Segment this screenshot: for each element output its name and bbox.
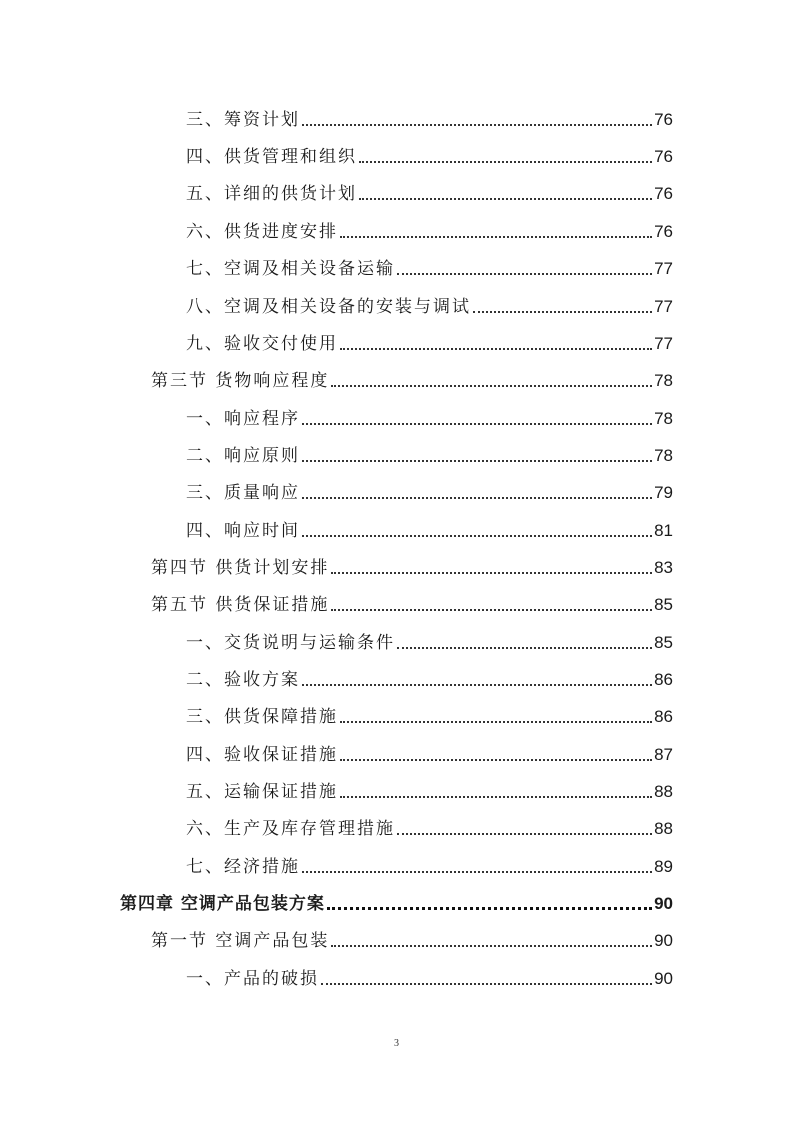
toc-section-entry[interactable] (151, 592, 673, 616)
dot-leader (302, 871, 652, 873)
toc-entry-label: 四、供货管理和组织 (186, 147, 357, 167)
toc-entry-page: 78 (654, 409, 673, 428)
toc-entry-page: 76 (654, 222, 673, 241)
toc-entry[interactable] (186, 443, 673, 467)
dot-leader (340, 759, 652, 761)
dot-leader (397, 647, 652, 649)
toc-entry-page: 89 (654, 857, 673, 876)
dot-leader (321, 983, 652, 985)
dot-leader (302, 535, 652, 537)
toc-entry-page: 83 (654, 558, 673, 577)
toc-entry-label: 一、产品的破损 (186, 969, 319, 989)
dot-leader (473, 311, 652, 313)
toc-entry-page: 77 (654, 334, 673, 353)
toc-entry-label: 第一节 空调产品包装 (151, 931, 330, 951)
dot-leader (331, 945, 652, 947)
toc-entry-page: 90 (654, 931, 673, 950)
toc-entry-page: 85 (654, 633, 673, 652)
toc-entry-page: 86 (654, 707, 673, 726)
toc-entry[interactable] (186, 966, 673, 990)
toc-entry-page: 88 (654, 819, 673, 838)
toc-entry-page: 77 (654, 297, 673, 316)
toc-entry[interactable] (186, 331, 673, 355)
toc-entry-page: 78 (654, 371, 673, 390)
toc-entry-page: 79 (654, 483, 673, 502)
toc-entry-page: 88 (654, 782, 673, 801)
toc-entry[interactable] (186, 779, 673, 803)
toc-entry-label: 七、经济措施 (186, 857, 300, 877)
dot-leader (302, 124, 652, 126)
toc-entry-label: 第四节 供货计划安排 (151, 558, 330, 578)
dot-leader (302, 497, 652, 499)
page-number: 3 (394, 1038, 399, 1049)
toc-section-entry[interactable] (151, 928, 673, 952)
toc-section-entry[interactable] (151, 368, 673, 392)
toc-entry[interactable] (186, 219, 673, 243)
dot-leader (331, 572, 652, 574)
toc-entry[interactable] (186, 816, 673, 840)
dot-leader (340, 721, 652, 723)
toc-entry-label: 第三节 货物响应程度 (151, 371, 330, 391)
toc-entry-page: 78 (654, 446, 673, 465)
toc-entry-label: 三、筹资计划 (186, 110, 300, 130)
toc-entry[interactable] (186, 518, 673, 542)
toc-entry-label: 五、运输保证措施 (186, 782, 338, 802)
toc-entry[interactable] (186, 630, 673, 654)
toc-entry-page: 81 (654, 521, 673, 540)
toc-section-entry[interactable] (151, 555, 673, 579)
toc-entry-page: 90 (654, 969, 673, 988)
toc-entry[interactable] (186, 406, 673, 430)
toc-entry[interactable] (186, 480, 673, 504)
toc-entry-page: 87 (654, 745, 673, 764)
toc-entry-label: 二、验收方案 (186, 670, 300, 690)
toc-entry-label: 四、响应时间 (186, 521, 300, 541)
toc-entry-label: 六、供货进度安排 (186, 222, 338, 242)
toc-entry-label: 三、供货保障措施 (186, 707, 338, 727)
toc-entry-label: 第四章 空调产品包装方案 (120, 894, 325, 914)
dot-leader (302, 423, 652, 425)
toc-entry-page: 86 (654, 670, 673, 689)
toc-entry-label: 九、验收交付使用 (186, 334, 338, 354)
toc-entry-page: 76 (654, 184, 673, 203)
toc-entry-page: 85 (654, 595, 673, 614)
toc-entry-label: 五、详细的供货计划 (186, 184, 357, 204)
dot-leader (302, 460, 652, 462)
toc-entry[interactable] (186, 854, 673, 878)
toc-entry-label: 第五节 供货保证措施 (151, 595, 330, 615)
toc-entry-label: 六、生产及库存管理措施 (186, 819, 395, 839)
toc-entry[interactable] (186, 107, 673, 131)
toc-entry-page: 90 (654, 894, 673, 913)
toc-entry[interactable] (186, 144, 673, 168)
toc-chapter-entry[interactable] (120, 891, 673, 915)
toc-entry-label: 八、空调及相关设备的安装与调试 (186, 297, 471, 317)
dot-leader (331, 385, 652, 387)
dot-leader (359, 198, 652, 200)
toc-entry-label: 一、交货说明与运输条件 (186, 633, 395, 653)
toc-entry-page: 76 (654, 147, 673, 166)
toc-entry-label: 二、响应原则 (186, 446, 300, 466)
toc-entry-page: 77 (654, 259, 673, 278)
toc-entry[interactable] (186, 294, 673, 318)
toc-entry-label: 四、验收保证措施 (186, 745, 338, 765)
toc-entry-label: 一、响应程序 (186, 409, 300, 429)
dot-leader (340, 348, 652, 350)
dot-leader (302, 684, 652, 686)
toc-entry[interactable] (186, 667, 673, 691)
toc-entry[interactable] (186, 742, 673, 766)
dot-leader (327, 907, 652, 910)
toc-entry[interactable] (186, 704, 673, 728)
toc-entry-label: 七、空调及相关设备运输 (186, 259, 395, 279)
toc-entry[interactable] (186, 256, 673, 280)
dot-leader (340, 796, 652, 798)
dot-leader (397, 833, 652, 835)
dot-leader (331, 609, 652, 611)
dot-leader (359, 161, 652, 163)
dot-leader (340, 236, 652, 238)
toc-entry-page: 76 (654, 110, 673, 129)
dot-leader (397, 273, 652, 275)
toc-entry-label: 三、质量响应 (186, 483, 300, 503)
toc-entry[interactable] (186, 181, 673, 205)
